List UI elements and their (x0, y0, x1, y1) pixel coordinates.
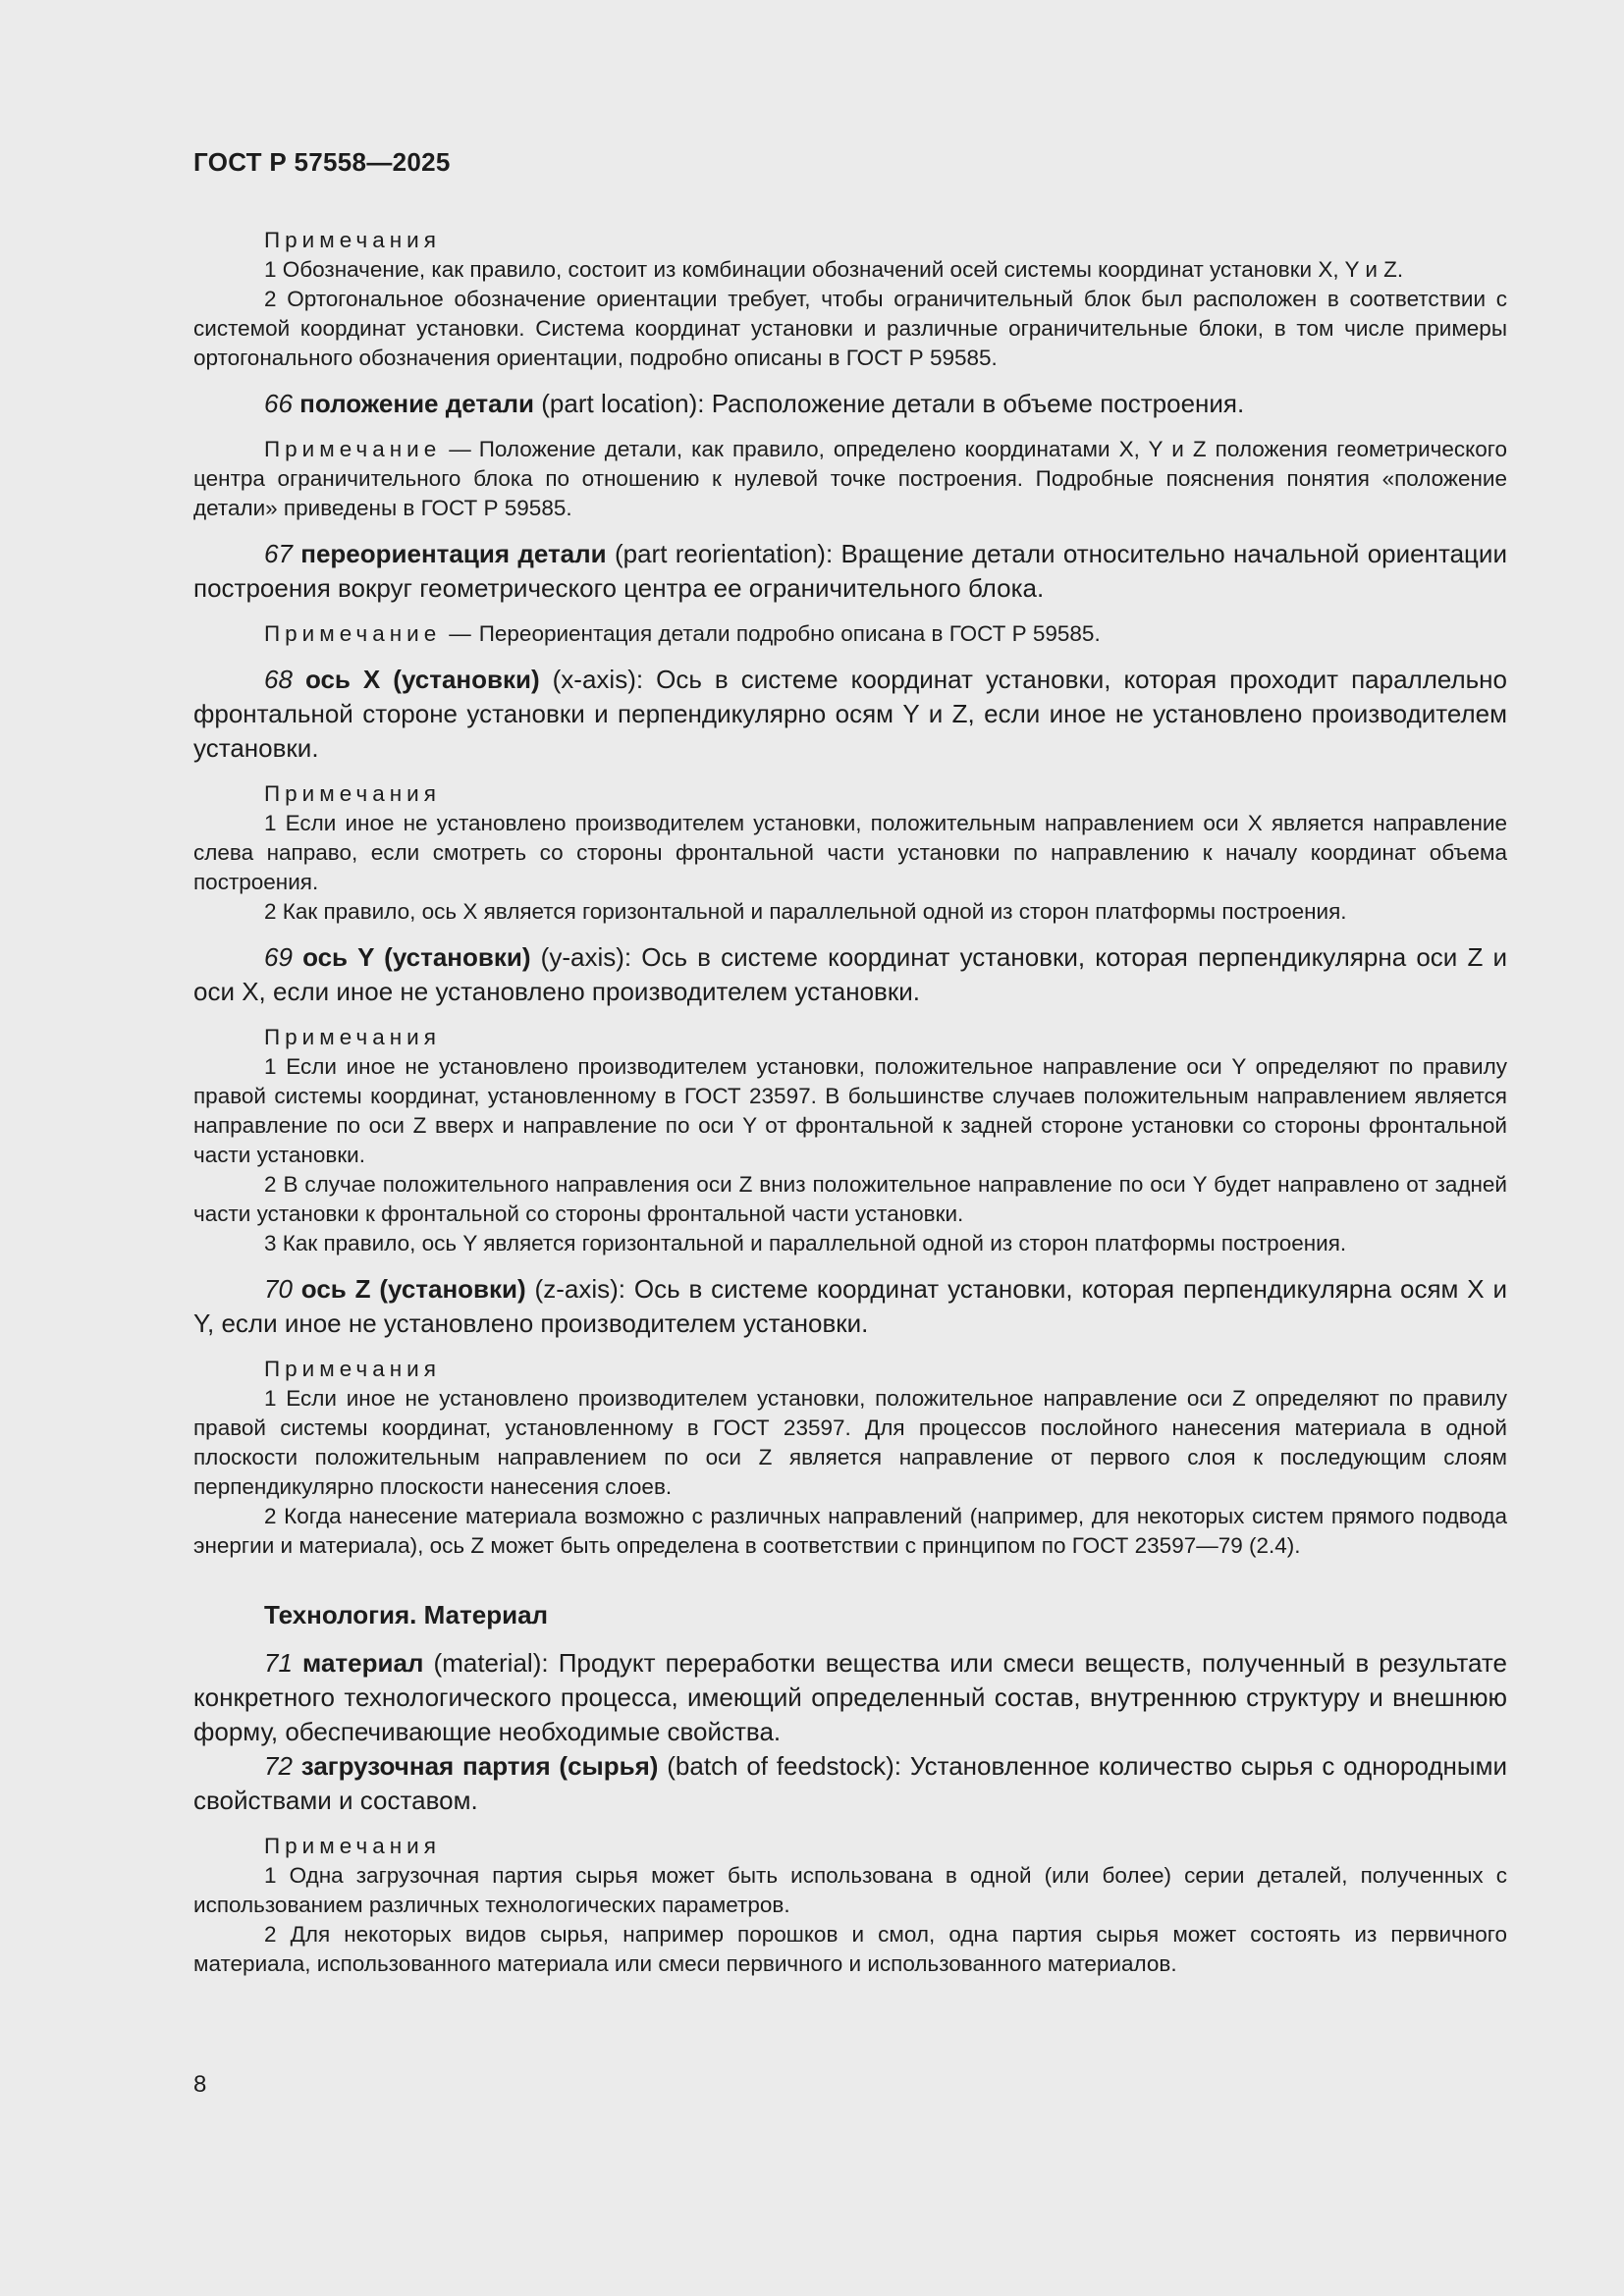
note: 1 Если иное не установлено производителем установки, положительным направлением оси X является направление слева направо, если смотреть со стороны фронтальной части установки по направлению к началу координат объема построения. (193, 811, 1507, 894)
page-content (193, 226, 1507, 1979)
term-english: (batch of feedstock): (658, 1751, 910, 1781)
term-title: ось X (установки) (304, 665, 540, 694)
note-66 (193, 435, 1507, 523)
notes-heading: Примечания (264, 1357, 441, 1381)
term-english: (part reorientation): (606, 539, 841, 568)
term-english: (material): (423, 1648, 559, 1678)
term-english: (z-axis): (525, 1274, 634, 1304)
term-72 (193, 1749, 1507, 1818)
note-text: Положение детали, как правило, определено координатами X, Y и Z положения геометрического центра ограничительного блока по отношению к нулевой точке построения. Подробные пояснения понятия «положение детали» приведены в ГОСТ Р 59585. (193, 437, 1507, 520)
note-dash: — (449, 621, 471, 646)
term-number: 66 (264, 389, 293, 418)
term-definition: Ось в системе координат установки, которая перпендикулярна оси Z и оси X, если иное не установлено производителем установки. (193, 942, 1507, 1006)
term-definition: Вращение детали относительно начальной ориентации построения вокруг геометрического центра ее ограничительного блока. (193, 539, 1507, 603)
note: 3 Как правило, ось Y является горизонтальной и параллельной одной из сторон платформы построения. (264, 1231, 1347, 1255)
term-number: 68 (264, 665, 293, 694)
term-71 (193, 1646, 1507, 1749)
notes-heading: Примечания (264, 1025, 441, 1049)
term-title: ось Z (установки) (300, 1274, 526, 1304)
note-dash: — (449, 437, 471, 461)
note: 1 Если иное не установлено производителем установки, положительное направление оси Y определяют по правилу правой системы координат, установленному в ГОСТ 23597. В большинстве случаев положительным направлением является направление по оси Z вверх и направление по оси Y от фронтальной к задней стороне установки со стороны фронтальной части установки. (193, 1054, 1507, 1167)
term-number: 70 (264, 1274, 293, 1304)
term-title: положение детали (299, 389, 535, 418)
term-english: (x-axis): (539, 665, 657, 694)
note-67 (193, 619, 1507, 649)
notes-heading: Примечания (264, 1834, 441, 1858)
note: 1 Обозначение, как правило, состоит из комбинации обозначений осей системы координат установки X, Y и Z. (264, 257, 1404, 282)
term-title: ось Y (установки) (302, 942, 531, 972)
term-definition: Ось в системе координат установки, которая проходит параллельно фронтальной стороне установки и перпендикулярно осям Y и Z, если иное не установлено производителем установки. (193, 665, 1508, 763)
page-number: 8 (193, 2071, 207, 2098)
note: 2 Как правило, ось X является горизонтальной и параллельной одной из сторон платформы построения. (264, 899, 1347, 924)
term-definition: Установленное количество сырья с однородными свойствами и составом. (193, 1751, 1507, 1815)
notes-heading: Примечания (264, 228, 441, 252)
note: 2 Для некоторых видов сырья, например порошков и смол, одна партия сырья может состоять из первичного материала, использованного материала или смеси первичного и использованного материалов. (193, 1922, 1507, 1976)
term-70 (193, 1272, 1507, 1341)
note: 2 В случае положительного направления оси Z вниз положительное направление по оси Y будет направлено от задней части установки к фронтальной со стороны фронтальной части установки. (193, 1172, 1507, 1226)
term-69 (193, 940, 1507, 1009)
term-english: (part location): (534, 389, 712, 418)
term-definition: Продукт переработки вещества или смеси веществ, полученный в результате конкретного технологического процесса, имеющий определенный состав, внутреннюю структуру и внешнюю форму, обеспечивающие необходимые свойства. (193, 1648, 1507, 1746)
term-number: 71 (264, 1648, 293, 1678)
section-heading: Технология. Материал (264, 1600, 549, 1629)
note-label: Примечание (264, 437, 442, 461)
note: 2 Ортогональное обозначение ориентации требует, чтобы ограничительный блок был расположен в соответствии с системой координат установки. Система координат установки и различные ограничительные блоки, в том числе примеры ортогонального обозначения ориентации, подробно описаны в ГОСТ Р 59585. (193, 287, 1507, 370)
term-68 (193, 663, 1507, 766)
term-title: загрузочная партия (сырья) (300, 1751, 659, 1781)
term-title: материал (302, 1648, 424, 1678)
note-text: Переориентация детали подробно описана в ГОСТ Р 59585. (478, 621, 1101, 646)
term-title: переориентация детали (300, 539, 607, 568)
term-number: 69 (264, 942, 293, 972)
note: 1 Если иное не установлено производителем установки, положительное направление оси Z определяют по правилу правой системы координат, установленному в ГОСТ 23597. Для процессов послойного нанесения материала в одной плоскости положительным направлением по оси Z является направление от первого слоя к последующим слоям перпендикулярно плоскости нанесения слоев. (193, 1386, 1507, 1499)
term-definition: Ось в системе координат установки, которая перпендикулярна осям X и Y, если иное не установлено производителем установки. (193, 1274, 1507, 1338)
notes-heading: Примечания (264, 781, 441, 806)
term-english: (y-axis): (530, 942, 642, 972)
note-label: Примечание (264, 621, 442, 646)
document-header: ГОСТ Р 57558—2025 (193, 147, 451, 177)
note: 1 Одна загрузочная партия сырья может быть использована в одной (или более) серии деталей, полученных с использованием различных технологических параметров. (193, 1863, 1507, 1917)
term-67 (193, 537, 1507, 606)
term-66 (193, 387, 1507, 421)
term-number: 72 (264, 1751, 293, 1781)
note: 2 Когда нанесение материала возможно с различных направлений (например, для некоторых систем прямого подвода энергии и материала), ось Z может быть определена в соответствии с принципом по ГОСТ 23597—79 (2.4). (193, 1504, 1507, 1558)
term-number: 67 (264, 539, 293, 568)
term-definition: Расположение детали в объеме построения. (711, 389, 1245, 418)
